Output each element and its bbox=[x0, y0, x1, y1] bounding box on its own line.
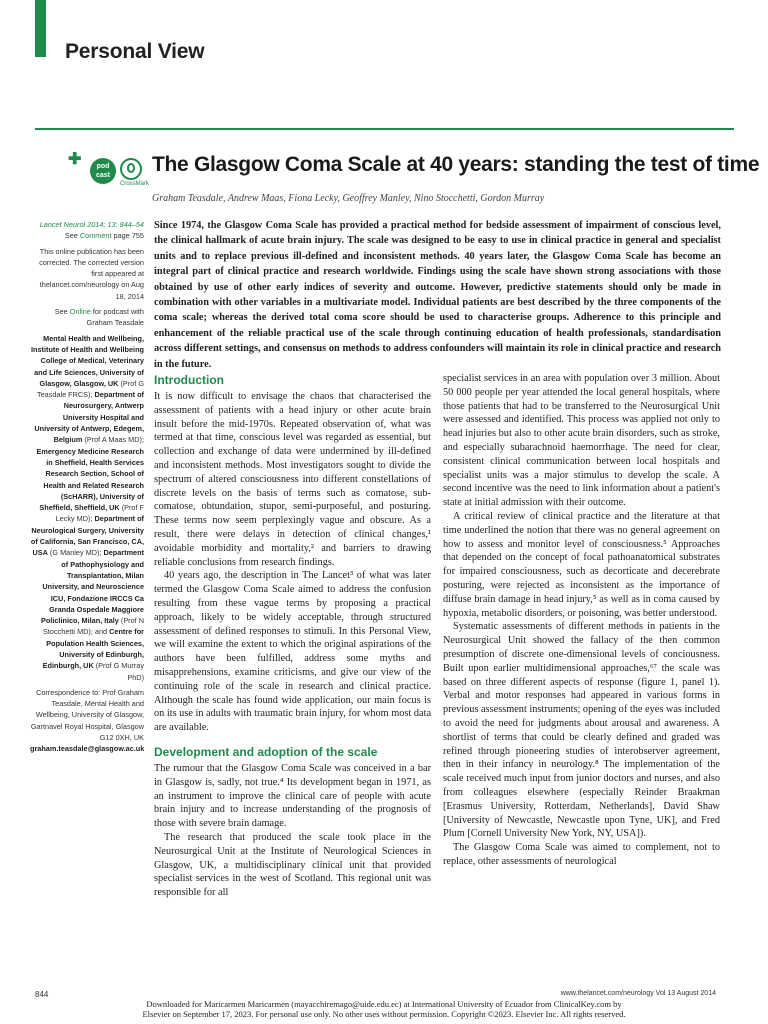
crossmark-icon[interactable] bbox=[120, 158, 142, 180]
body-column-left bbox=[154, 372, 431, 900]
body-paragraph: The research that produced the scale took place in the Neurosurgical Unit at the Institute of Neurological Sciences in Glasgow, UK, a multidisciplinary clinical unit that provided specialist services in the west of Scotland. This regional unit was responsible for all bbox=[154, 831, 431, 899]
crossmark-label: CrossMark bbox=[120, 181, 150, 187]
introduction-heading: Introduction bbox=[154, 373, 224, 387]
header-divider bbox=[35, 128, 734, 130]
section-label: Personal View bbox=[65, 40, 205, 63]
body-paragraph: 40 years ago, the description in The Lancet³ of what was later termed the Glasgow Coma Scale aimed to address the confusion resulting from these vague terms by proposing a practical approach, likely to be widely acceptable, through structured assessment of defined responses to stimuli. In this Personal View, we will examine the extent to which the original aspirations of the authors have been fulfilled, address some myths and misapprehensions, examine criticisms, and give our view of the continuing role of the scale in research and clinical practice. Although the scale has found wide application, our main focus is on its use in adults with traumatic brain injury, for whom most data are available. bbox=[154, 570, 432, 734]
affiliation-name: Mental Health and Wellbeing, Institute of Health and Wellbeing College of Medical, Veterinary and Life Sciences, University of Glasgow, Glasgow, UK bbox=[31, 333, 144, 388]
body-paragraph: Systematic assessments of different methods in patients in the Neurosurgical Unit showed the fallacy of the then common presumption of discrete one-dimensional levels of conciousness. Built upon earlier multidimensional approaches,⁶⁷ the scale was based on three different aspects of response (figure 1, panel 1). Verbal and motor responses had appeared in various forms in previous assessment instruments; opening of the eyes was included to avoid the need for judgments about arousal and awareness. A shortlist of terms that could be clearly defined and graded was refined through pioneering studies of interobserver agreement, then in their infancy in neurology.⁸ The implementation of the scale received much input from junior doctors and nurses, and also from colleagues elsewhere (especially Reinder Braakman [Erasmus University, Rotterdam, Netherlands], David Shaw [University of Newcastle, Newcastle upon Tyne, UK], and Fred Plum [Cornell University New York, NY, USA]). bbox=[443, 621, 720, 840]
affiliation-name: Department of Pathophysiology and Transplantation, Milan University, and Neuroscience ICU, Fondazione IRCCS Ca Granda Ospedale Maggiore Policlinico, Milan, Italy bbox=[41, 548, 144, 626]
correspondence-email[interactable]: graham.teasdale@glasgow.ac.uk bbox=[30, 744, 145, 754]
comment-link[interactable]: Comment bbox=[79, 231, 112, 241]
correction-note: This online publication has been corrected. The corrected version first appeared at thelancet.com/neurology on Aug 18, 2014 bbox=[39, 246, 144, 301]
affiliation-name: Centre for Population Health Sciences, University of Edinburgh, Edinburgh, UK bbox=[42, 627, 144, 671]
download-notice bbox=[0, 999, 768, 1019]
download-line: Elsevier on September 17, 2023. For personal use only. No other uses without permission. Copyright ©2023. Elsevier Inc. All rights reserved. bbox=[142, 1009, 626, 1019]
affiliation-name: Department of Neurosurgery, Antwerp University Hospital and University of Antwerp, Edegem, Belgium bbox=[34, 390, 144, 445]
download-line: Downloaded for Maricarmen Maricarmen (mayacchiremago@uide.edu.ec) at International University of Ecuador from ClinicalKey.com by bbox=[146, 999, 622, 1009]
affiliations: Mental Health and Wellbeing, Institute of Health and Wellbeing College of Medical, Veterinary and Life Sciences, University of Glasgow, Glasgow, UK (Prof G Teasdale FRCS); Department of Neurosurgery, Antwerp University Hospital and University of Antwerp, Edegem, Belgium (Prof A Maas MD); Emergency Medicine Research in Sheffield, Health Services Research Section, School of Health and Related Research (ScHARR), University of Sheffield, Sheffield, UK (Prof F Lecky MD); Department of Neurological Surgery, University of California, San Francisco, CA, USA (G Manley MD); Department of Pathophysiology and Transplantation, Milan University, and Neuroscience ICU, Fondazione IRCCS Ca Granda Ospedale Maggiore Policlinico, Milan, Italy (Prof N Stocchetti MD); and Centre for Population Health Sciences, University of Edinburgh, Edinburgh, UK (Prof G Murray PhD) bbox=[30, 333, 144, 682]
article-badges bbox=[68, 151, 150, 192]
article-sidebar bbox=[30, 219, 144, 755]
cross-icon[interactable]: ✚ bbox=[68, 151, 82, 168]
podcast-icon[interactable]: pod cast bbox=[90, 158, 116, 184]
journal-footer: www.thelancet.com/neurology Vol 13 August 2014 bbox=[560, 990, 716, 997]
online-link[interactable]: Online bbox=[69, 307, 91, 317]
body-paragraph: A critical review of clinical practice and the literature at that time underlined the notion that there was no general agreement on how to assess and monitor level of consciousness.⁵ Approaches that depended on the concept of focal pathoanatomical substrates for impaired consciousness, such as decorticate and decerebrate posturing, were rejected as inconsistent as the importance of diffuse brain damage in head injury,⁵ as well as in coma caused by hypoxia, metabolic disorders, or poisoning, was better understood. bbox=[443, 510, 720, 619]
section-color-bar bbox=[35, 0, 46, 57]
body-paragraph: The Glasgow Coma Scale was aimed to complement, not to replace, other assessments of neurological bbox=[443, 842, 720, 867]
development-heading: Development and adoption of the scale bbox=[154, 744, 378, 759]
body-paragraph: The rumour that the Glasgow Coma Scale was conceived in a bar in Glasgow is, sadly, not true.⁴ Its development began in 1971, as an instrument to improve the clinical care of people with acute brain injury and to increase understanding of the prognosis of those with severe brain damage. bbox=[154, 762, 431, 830]
body-column-right bbox=[443, 372, 720, 869]
see-comment: See Comment page 755 bbox=[64, 231, 144, 241]
affiliation-name: Department of Neurological Surgery, University of California, San Francisco, CA, USA bbox=[30, 514, 144, 558]
see-online: See Online for podcast with Graham Teasdale bbox=[54, 307, 144, 328]
article-title: The Glasgow Coma Scale at 40 years: standing the test of time bbox=[152, 153, 760, 176]
abstract: Since 1974, the Glasgow Coma Scale has provided a practical method for bedside assessment of impairment of conscious level, the clinical hallmark of acute brain injury. The scale was designed to be easy to use in clinical practice in general and specialist units and to replace previous ill-defined and inconsistent methods. 40 years later, the Glasgow Coma Scale has become an integral part of clinical practice and research worldwide. Findings using the scale have shown strong associations with those obtained by use of other early indices of severity and outcome. However, predictive statements should only be made in combination with other variables in a multivariate model. Individual patients are best described by the three components of the coma scale; whereas the derived total coma score should be used to characterise groups. Adherence to this principle and enhancement of the reliable practical use of the scale through continuing education of health professionals, standardisation across different settings, and consensus on methods to address confounders will maintain its role in clinical practice and research in the future. bbox=[154, 220, 721, 370]
journal-citation: Lancet Neurol 2014; 13: 844–54 bbox=[39, 220, 144, 229]
body-paragraph: It is now difficult to envisage the chaos that characterised the assessment of patients with a head injury or other acute brain insult before the mid-1970s. Repeated observation of, what was termed at that time, conscious level was regarded as essential, but collection and exchange of data were undermined by ill-defined and inconsistent methods. Most investigators sought to divide the spectrum of altered consciousness into different constellations of discrete levels on the basis of terms such as comatose, sub-comatose, obtundation, stupor, semi-purposeful, and posturing. These terms now seem perplexingly vague and obscure. As a result, there were delays in detection of clinical changes,¹ avoidable morbidity and mortality,² and barriers to drawing reliable conclusions from research findings. bbox=[154, 391, 431, 568]
body-paragraph: specialist services in an area with population over 3 million. About 50 000 people per year attended the local general hospitals, where those patients that had to be transferred to the Neurosurgical Unit were assessed and identified. This process was applied not only to head injuries but also to other acute brain disorders, such as stroke, and especially subarachnoid haemorrhage. The need for clear, consistent clinical communication between local hospitals and specialist units was a major stimulus to develop the scale. A second incentive was the need to link information about a patient's state at initial admission with their outcome. bbox=[443, 373, 720, 509]
article-authors: Graham Teasdale, Andrew Maas, Fiona Lecky, Geoffrey Manley, Nino Stocchetti, Gordon Murray bbox=[152, 193, 545, 204]
page-number: 844 bbox=[35, 990, 49, 999]
correspondence: Correspondence to: Prof Graham Teasdale, Mental Health and Wellbeing, University of Glasgow, Gartnavel Royal Hospital, Glasgow G12 0XH, UK bbox=[30, 687, 144, 743]
affiliation-name: Emergency Medicine Research in Sheffield, Health Services Research Section, School of Health and Related Research (ScHARR), University of Sheffield, Sheffield, UK bbox=[36, 446, 144, 513]
